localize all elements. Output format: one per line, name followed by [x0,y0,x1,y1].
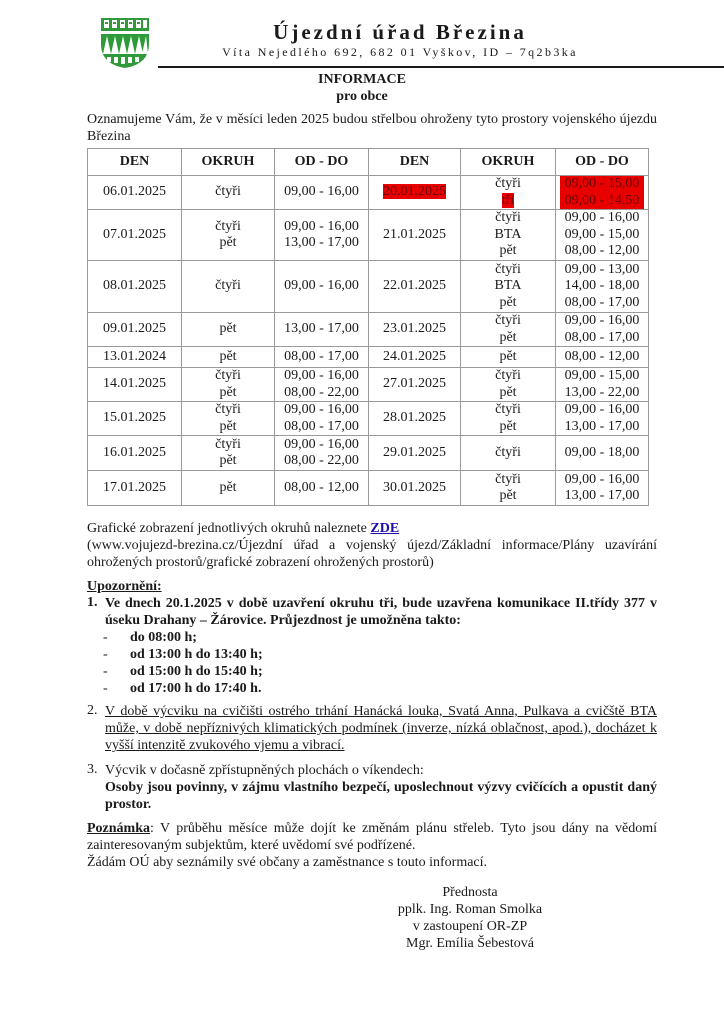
signature-title: Přednosta [442,885,498,900]
cell-den: 06.01.2025 [88,176,182,210]
cell-okruh: čtyři pět [461,368,556,402]
cell-okruh: čtyři [461,436,556,471]
cell-time: 08,00 - 12,00 [275,471,369,506]
cell-time: 08,00 - 12,00 [556,347,649,368]
cell-den: 09.01.2025 [88,313,182,347]
table-row [88,368,649,402]
table-row [88,176,649,210]
signature-block [370,884,570,952]
cell-den: 27.01.2025 [369,368,461,402]
cell-den: 28.01.2025 [369,402,461,436]
cell-time: 09,00 - 18,00 [556,436,649,471]
cell-okruh: čtyři [182,261,275,313]
cell-okruh: čtyři tři [461,176,556,210]
header-okruh: OKRUH [461,149,556,176]
warning-3-text: Výcvik v dočasně zpřístupněných plochách o víkendech: Osoby jsou povinny, v zájmu vlastního bezpečí, uposlechnout výzvy cvičících a opustit daný prostor. [105,763,657,812]
cell-time: 09,00 - 16,00 08,00 - 17,00 [556,313,649,347]
passage-time-4: - od 17:00 h do 17:40 h. [103,681,262,696]
cell-den: 15.01.2025 [88,402,182,436]
cell-den: 24.01.2025 [369,347,461,368]
table-row [88,210,649,261]
cell-den: 17.01.2025 [88,471,182,506]
note-paragraph: Poznámka: V průběhu měsíce může dojít ke změnám plánu střeleb. Tyto jsou dány na vědomí zainteresovaným subjektům, které uvědomí své podřízené. Žádám OÚ aby seznámily své občany a zaměstnance s touto informací. [87,821,657,870]
header-okruh: OKRUH [182,149,275,176]
cell-den: 14.01.2025 [88,368,182,402]
cell-den: 30.01.2025 [369,471,461,506]
cell-den: 29.01.2025 [369,436,461,471]
cell-time: 09,00 - 16,00 09,00 - 15,00 08,00 - 12,00 [556,210,649,261]
passage-time-3: - od 15:00 h do 15:40 h; [103,664,263,679]
note-label: Poznámka [87,821,150,836]
signature-signer: Mgr. Emília Šebestová [406,936,534,951]
header-divider [158,66,724,68]
cell-den: 07.01.2025 [88,210,182,261]
cell-time: 09,00 - 16,00 08,00 - 17,00 [275,402,369,436]
intro-paragraph: Oznamujeme Vám, že v měsíci leden 2025 budou střelbou ohroženy tyto prostory vojenského újezdu Březina [87,112,657,144]
cell-okruh: čtyři pět [182,402,275,436]
cell-den: 13.01.2024 [88,347,182,368]
passage-time-1: - do 08:00 h; [103,630,197,645]
zde-link[interactable]: ZDE [370,521,400,536]
cell-den: 23.01.2025 [369,313,461,347]
cell-okruh: pět [182,313,275,347]
cell-okruh: čtyři BTA pět [461,261,556,313]
cell-time: 09,00 - 16,00 13,00 - 17,00 [556,402,649,436]
coat-of-arms-icon [97,14,153,70]
signature-name: pplk. Ing. Roman Smolka [397,902,543,917]
cell-time: 09,00 - 15,00 13,00 - 22,00 [556,368,649,402]
table-row [88,261,649,313]
header-den: DEN [88,149,182,176]
cell-okruh: pět [182,347,275,368]
cell-okruh: čtyři pět [461,402,556,436]
warning-2-number: 2. [87,703,98,718]
warning-3-number: 3. [87,762,98,777]
cell-den: 21.01.2025 [369,210,461,261]
cell-time: 13,00 - 17,00 [275,313,369,347]
warning-3-bold: Osoby jsou povinny, v zájmu vlastního bezpečí, uposlechnout výzvy cvičících a opustit daný prostor. [105,780,657,812]
warnings-heading: Upozornění: [87,579,162,594]
table-row [88,402,649,436]
cell-okruh: čtyři [182,176,275,210]
warning-2-text: V době výcviku na cvičišti ostrého trhání Hanácká louka, Svatá Anna, Pulkava a cvičště BTA může, v době nepříznivých klimatických podmínek (inverze, nízká oblačnost, apod.), docházet k vyšší intenzitě zvukového vjemu a vibrací. [105,704,657,753]
organization-name: Újezdní úřad Březina [273,20,527,44]
doc-title-main: INFORMACE [318,72,406,87]
cell-okruh: čtyři pět [182,210,275,261]
graphics-path: (www.vojujezd-brezina.cz/Újezdní úřad a vojenský újezd/Základní informace/Plány uzavírání ohrožených prostorů/grafické zobrazení ohrožených prostorů) [87,538,657,570]
warning-1-number: 1. [87,595,98,610]
cell-time: 09,00 - 16,00 08,00 - 22,00 [275,368,369,402]
signature-on-behalf: v zastoupení OR-ZP [412,919,528,934]
cell-time: 09,00 - 16,00 [275,176,369,210]
cell-okruh: čtyři BTA pět [461,210,556,261]
document-title [0,71,724,105]
cell-time: 09,00 - 13,00 14,00 - 18,00 08,00 - 17,00 [556,261,649,313]
cell-okruh: čtyři pět [182,436,275,471]
header-od-do: OD - DO [275,149,369,176]
cell-okruh: čtyři pět [461,313,556,347]
doc-title-sub: pro obce [336,89,388,104]
graphics-paragraph: Grafické zobrazení jednotlivých okruhů naleznete ZDE (www.vojujezd-brezina.cz/Újezdní úřad a vojenský újezd/Základní informace/Plány uzavírání ohrožených prostorů/grafické zobrazení ohrožených prostorů) [87,521,657,570]
table-row [88,347,649,368]
warning-1-text: Ve dnech 20.1.2025 v době uzavření okruhu tři, bude uzavřena komunikace II.třídy 377 v úseku Drahany – Žárovice. Průjezdnost je umožněna takto: [105,596,657,628]
passage-time-2: - od 13:00 h do 13:40 h; [103,647,263,662]
cell-den: 22.01.2025 [369,261,461,313]
cell-time: 09,00 - 16,00 13,00 - 17,00 [275,210,369,261]
cell-okruh: čtyři pět [182,368,275,402]
table-header-row [88,149,649,176]
table-row [88,313,649,347]
cell-den: 08.01.2025 [88,261,182,313]
cell-den-highlighted: 20.01.2025 [369,176,461,210]
header-den: DEN [369,149,461,176]
cell-okruh: čtyři pět [461,471,556,506]
cell-time: 08,00 - 17,00 [275,347,369,368]
table-row [88,436,649,471]
note-request: Žádám OÚ aby seznámily své občany a zaměstnance s touto informací. [87,855,488,870]
firing-schedule-table [87,148,649,506]
cell-okruh: pět [182,471,275,506]
cell-time: 09,00 - 16,00 08,00 - 22,00 [275,436,369,471]
table-row [88,471,649,506]
cell-den: 16.01.2025 [88,436,182,471]
organization-address: Víta Nejedlého 692, 682 01 Vyškov, ID – 7q2b3ka [222,45,578,59]
cell-time: 09,00 - 16,00 13,00 - 17,00 [556,471,649,506]
header-od-do: OD - DO [556,149,649,176]
cell-time: 09,00 - 16,00 [275,261,369,313]
cell-okruh: pět [461,347,556,368]
cell-time-highlighted: 09,00 - 15,00 09,00 - 14,50 [556,176,649,210]
